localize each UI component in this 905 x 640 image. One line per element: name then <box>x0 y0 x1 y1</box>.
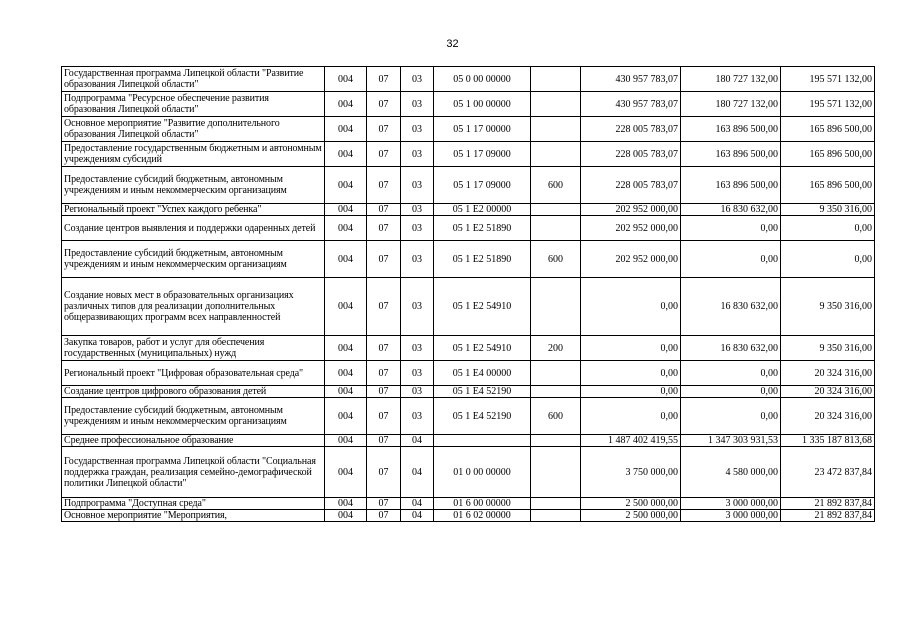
section-code: 07 <box>367 67 401 92</box>
expense-type-code <box>531 361 581 386</box>
section-code: 07 <box>367 117 401 142</box>
target-article-code: 05 1 E2 54910 <box>434 336 531 361</box>
section-code: 07 <box>367 278 401 336</box>
section-code: 07 <box>367 447 401 498</box>
amount-year-3: 23 472 837,84 <box>781 447 875 498</box>
amount-year-1: 0,00 <box>581 336 681 361</box>
row-name: Предоставление государственным бюджетным и автономным учреждениям субсидий <box>62 142 325 167</box>
table-row <box>62 278 875 336</box>
row-name: Основное мероприятие "Мероприятия, <box>62 510 325 522</box>
ministry-code: 004 <box>325 142 367 167</box>
amount-year-1: 0,00 <box>581 398 681 435</box>
expense-type-code <box>531 142 581 167</box>
row-name: Основное мероприятие "Развитие дополнительного образования Липецкой области" <box>62 117 325 142</box>
table-row <box>62 510 875 522</box>
ministry-code: 004 <box>325 498 367 510</box>
target-article-code: 01 6 00 00000 <box>434 498 531 510</box>
row-name: Региональный проект "Успех каждого ребенка" <box>62 204 325 216</box>
subsection-code: 04 <box>401 447 434 498</box>
amount-year-1: 430 957 783,07 <box>581 92 681 117</box>
row-name: Создание центров цифрового образования детей <box>62 386 325 398</box>
table-row <box>62 241 875 278</box>
table-row <box>62 361 875 386</box>
target-article-code: 05 1 00 00000 <box>434 92 531 117</box>
table-row <box>62 142 875 167</box>
amount-year-2: 0,00 <box>681 241 781 278</box>
expense-type-code: 600 <box>531 398 581 435</box>
expense-type-code: 600 <box>531 241 581 278</box>
ministry-code: 004 <box>325 336 367 361</box>
target-article-code: 01 0 00 00000 <box>434 447 531 498</box>
target-article-code <box>434 435 531 447</box>
row-name: Подпрограмма "Ресурсное обеспечение развития образования Липецкой области" <box>62 92 325 117</box>
expense-type-code <box>531 386 581 398</box>
amount-year-2: 16 830 632,00 <box>681 204 781 216</box>
subsection-code: 03 <box>401 278 434 336</box>
table-row <box>62 92 875 117</box>
amount-year-1: 202 952 000,00 <box>581 204 681 216</box>
subsection-code: 03 <box>401 142 434 167</box>
amount-year-2: 163 896 500,00 <box>681 117 781 142</box>
amount-year-2: 3 000 000,00 <box>681 510 781 522</box>
amount-year-1: 228 005 783,07 <box>581 167 681 204</box>
amount-year-3: 9 350 316,00 <box>781 204 875 216</box>
table-row <box>62 167 875 204</box>
row-name: Предоставление субсидий бюджетным, автономным учреждениям и иным некоммерческим организациям <box>62 398 325 435</box>
target-article-code: 01 6 02 00000 <box>434 510 531 522</box>
expense-type-code <box>531 278 581 336</box>
section-code: 07 <box>367 92 401 117</box>
ministry-code: 004 <box>325 167 367 204</box>
target-article-code: 05 1 E2 00000 <box>434 204 531 216</box>
amount-year-3: 195 571 132,00 <box>781 92 875 117</box>
target-article-code: 05 1 E2 51890 <box>434 216 531 241</box>
row-name: Подпрограмма "Доступная среда" <box>62 498 325 510</box>
table-row <box>62 336 875 361</box>
target-article-code: 05 1 17 09000 <box>434 167 531 204</box>
section-code: 07 <box>367 386 401 398</box>
amount-year-1: 430 957 783,07 <box>581 67 681 92</box>
ministry-code: 004 <box>325 386 367 398</box>
amount-year-2: 3 000 000,00 <box>681 498 781 510</box>
amount-year-1: 228 005 783,07 <box>581 117 681 142</box>
target-article-code: 05 1 E2 54910 <box>434 278 531 336</box>
expense-type-code: 600 <box>531 167 581 204</box>
row-name: Создание центров выявления и поддержки одаренных детей <box>62 216 325 241</box>
section-code: 07 <box>367 398 401 435</box>
row-name: Закупка товаров, работ и услуг для обеспечения государственных (муниципальных) нужд <box>62 336 325 361</box>
amount-year-1: 0,00 <box>581 278 681 336</box>
amount-year-3: 165 896 500,00 <box>781 142 875 167</box>
amount-year-3: 20 324 316,00 <box>781 398 875 435</box>
row-name: Создание новых мест в образовательных организациях различных типов для реализации дополнительных общеразвивающих программ всех направленностей <box>62 278 325 336</box>
subsection-code: 03 <box>401 216 434 241</box>
amount-year-2: 180 727 132,00 <box>681 92 781 117</box>
expense-type-code <box>531 510 581 522</box>
section-code: 07 <box>367 241 401 278</box>
section-code: 07 <box>367 204 401 216</box>
ministry-code: 004 <box>325 447 367 498</box>
subsection-code: 03 <box>401 386 434 398</box>
ministry-code: 004 <box>325 361 367 386</box>
expense-type-code <box>531 447 581 498</box>
amount-year-2: 0,00 <box>681 386 781 398</box>
amount-year-1: 228 005 783,07 <box>581 142 681 167</box>
ministry-code: 004 <box>325 241 367 278</box>
amount-year-2: 0,00 <box>681 216 781 241</box>
target-article-code: 05 1 E4 00000 <box>434 361 531 386</box>
section-code: 07 <box>367 336 401 361</box>
section-code: 07 <box>367 216 401 241</box>
subsection-code: 04 <box>401 435 434 447</box>
section-code: 07 <box>367 435 401 447</box>
table-row <box>62 204 875 216</box>
amount-year-1: 0,00 <box>581 361 681 386</box>
subsection-code: 03 <box>401 336 434 361</box>
target-article-code: 05 1 17 09000 <box>434 142 531 167</box>
expense-type-code <box>531 92 581 117</box>
subsection-code: 04 <box>401 510 434 522</box>
ministry-code: 004 <box>325 510 367 522</box>
budget-table <box>61 66 875 522</box>
subsection-code: 03 <box>401 361 434 386</box>
amount-year-2: 4 580 000,00 <box>681 447 781 498</box>
amount-year-3: 20 324 316,00 <box>781 361 875 386</box>
amount-year-1: 202 952 000,00 <box>581 241 681 278</box>
ministry-code: 004 <box>325 204 367 216</box>
row-name: Государственная программа Липецкой области "Развитие образования Липецкой области" <box>62 67 325 92</box>
amount-year-2: 0,00 <box>681 361 781 386</box>
amount-year-3: 20 324 316,00 <box>781 386 875 398</box>
amount-year-1: 202 952 000,00 <box>581 216 681 241</box>
section-code: 07 <box>367 142 401 167</box>
ministry-code: 004 <box>325 92 367 117</box>
amount-year-2: 180 727 132,00 <box>681 67 781 92</box>
expense-type-code <box>531 204 581 216</box>
ministry-code: 004 <box>325 398 367 435</box>
amount-year-1: 1 487 402 419,55 <box>581 435 681 447</box>
amount-year-3: 21 892 837,84 <box>781 510 875 522</box>
ministry-code: 004 <box>325 278 367 336</box>
expense-type-code: 200 <box>531 336 581 361</box>
subsection-code: 03 <box>401 167 434 204</box>
subsection-code: 03 <box>401 241 434 278</box>
amount-year-3: 9 350 316,00 <box>781 278 875 336</box>
table-row <box>62 498 875 510</box>
target-article-code: 05 0 00 00000 <box>434 67 531 92</box>
row-name: Предоставление субсидий бюджетным, автономным учреждениям и иным некоммерческим организациям <box>62 167 325 204</box>
amount-year-1: 2 500 000,00 <box>581 510 681 522</box>
amount-year-3: 195 571 132,00 <box>781 67 875 92</box>
amount-year-3: 0,00 <box>781 241 875 278</box>
row-name: Среднее профессиональное образование <box>62 435 325 447</box>
table-row <box>62 67 875 92</box>
row-name: Региональный проект "Цифровая образовательная среда" <box>62 361 325 386</box>
amount-year-3: 21 892 837,84 <box>781 498 875 510</box>
expense-type-code <box>531 67 581 92</box>
ministry-code: 004 <box>325 67 367 92</box>
expense-type-code <box>531 435 581 447</box>
amount-year-2: 1 347 303 931,53 <box>681 435 781 447</box>
amount-year-2: 16 830 632,00 <box>681 278 781 336</box>
subsection-code: 03 <box>401 67 434 92</box>
amount-year-3: 9 350 316,00 <box>781 336 875 361</box>
subsection-code: 03 <box>401 398 434 435</box>
amount-year-3: 165 896 500,00 <box>781 167 875 204</box>
subsection-code: 03 <box>401 204 434 216</box>
target-article-code: 05 1 17 00000 <box>434 117 531 142</box>
amount-year-3: 0,00 <box>781 216 875 241</box>
target-article-code: 05 1 E4 52190 <box>434 398 531 435</box>
subsection-code: 03 <box>401 117 434 142</box>
target-article-code: 05 1 E2 51890 <box>434 241 531 278</box>
section-code: 07 <box>367 510 401 522</box>
table-row <box>62 386 875 398</box>
ministry-code: 004 <box>325 216 367 241</box>
expense-type-code <box>531 216 581 241</box>
row-name: Государственная программа Липецкой области "Социальная поддержка граждан, реализация семейно-демографической политики Липецкой области" <box>62 447 325 498</box>
amount-year-2: 163 896 500,00 <box>681 142 781 167</box>
amount-year-3: 1 335 187 813,68 <box>781 435 875 447</box>
amount-year-1: 0,00 <box>581 386 681 398</box>
expense-type-code <box>531 117 581 142</box>
target-article-code: 05 1 E4 52190 <box>434 386 531 398</box>
amount-year-1: 2 500 000,00 <box>581 498 681 510</box>
table-row <box>62 117 875 142</box>
table-row <box>62 447 875 498</box>
row-name: Предоставление субсидий бюджетным, автономным учреждениям и иным некоммерческим организациям <box>62 241 325 278</box>
subsection-code: 04 <box>401 498 434 510</box>
amount-year-2: 0,00 <box>681 398 781 435</box>
ministry-code: 004 <box>325 435 367 447</box>
ministry-code: 004 <box>325 117 367 142</box>
amount-year-1: 3 750 000,00 <box>581 447 681 498</box>
section-code: 07 <box>367 167 401 204</box>
table-row <box>62 435 875 447</box>
page-number: 32 <box>446 38 459 50</box>
section-code: 07 <box>367 498 401 510</box>
table-row <box>62 216 875 241</box>
subsection-code: 03 <box>401 92 434 117</box>
expense-type-code <box>531 498 581 510</box>
amount-year-2: 163 896 500,00 <box>681 167 781 204</box>
amount-year-2: 16 830 632,00 <box>681 336 781 361</box>
section-code: 07 <box>367 361 401 386</box>
amount-year-3: 165 896 500,00 <box>781 117 875 142</box>
table-row <box>62 398 875 435</box>
